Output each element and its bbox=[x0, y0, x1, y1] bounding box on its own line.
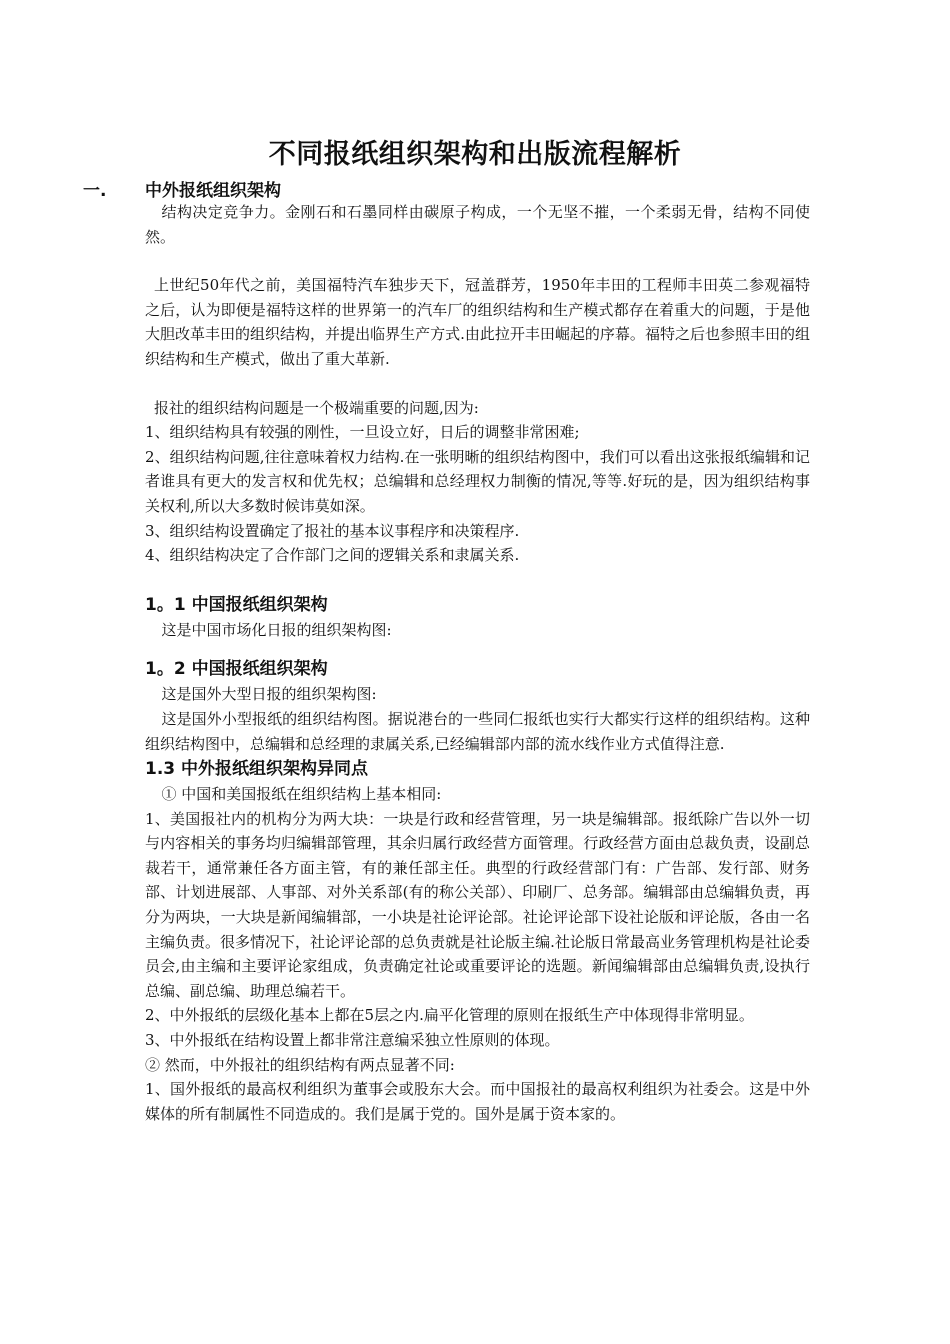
subsection-heading-1-1: 1。1 中国报纸组织架构 bbox=[145, 594, 328, 615]
subsection-text: 这是国外大型日报的组织架构图: bbox=[161, 685, 377, 704]
reason-intro: 报社的组织结构问题是一个极端重要的问题,因为: bbox=[154, 398, 479, 417]
page-title: 不同报纸组织架构和出版流程解析 bbox=[268, 139, 682, 170]
reason-item: 2、组织结构问题,往往意味着权力结构.在一张明晰的组织结构图中，我们可以看出这张报纸编辑和记者谁具有更大的发言权和优先权；总编辑和总经理权力制衡的情况,等等.好玩的是，因为组织结构事关权利,所以大多数时候讳莫如深。 bbox=[145, 447, 810, 515]
reason-item: 3、组织结构设置确定了报社的基本议事程序和决策程序. bbox=[145, 521, 520, 540]
subsection-heading-1-2: 1。2 中国报纸组织架构 bbox=[145, 659, 328, 680]
same-intro: ① 中国和美国报纸在组织结构上基本相同: bbox=[161, 785, 442, 804]
document-body bbox=[145, 200, 810, 1126]
reason-item: 1、组织结构具有较强的刚性，一旦设立好，日后的调整非常困难; bbox=[145, 423, 580, 442]
same-item: 1、美国报社内的机构分为两大块：一块是行政和经营管理，另一块是编辑部。报纸除广告以外一切与内容相关的事务均归编辑部管理，其余归属行政经营方面管理。行政经营方面由总裁负责，设副总裁若干，通常兼任各方面主管，有的兼任部主任。典型的行政经营部门有：广告部、发行部、财务部、计划进展部、人事部、对外关系部(有的称公关部）、印刷厂、总务部。编辑部由总编辑负责，再分为两块，一大块是新闻编辑部，一小块是社论评论部。社论评论部下设社论版和评论版，各由一名主编负责。很多情况下，社论评论部的总负责就是社论版主编.社论版日常最高业务管理机构是社论委员会,由主编和主要评论家组成，负责确定社论或重要评论的选题。新闻编辑部由总编辑负责,设执行总编、副总编、助理总编若干。 bbox=[145, 809, 810, 1000]
history-paragraph: 上世纪50年代之前，美国福特汽车独步天下，冠盖群芳，1950年丰田的工程师丰田英二参观福特之后，认为即便是福特这样的世界第一的汽车厂的组织结构和生产模式都存在着重大的问题，于是他大胆改革丰田的组织结构，并提出临界生产方式.由此拉开丰田崛起的序幕。福特之后也参照丰田的组织结构和生产模式，做出了重大革新. bbox=[145, 276, 810, 368]
section-number: 一. bbox=[83, 181, 107, 201]
intro-paragraph: 结构决定竞争力。金刚石和石墨同样由碳原子构成，一个无坚不摧，一个柔弱无骨，结构不同使然。 bbox=[145, 203, 810, 246]
diff-item: 1、国外报纸的最高权利组织为董事会或股东大会。而中国报社的最高权利组织为社委会。这是中外媒体的所有制属性不同造成的。我们是属于党的。国外是属于资本家的。 bbox=[145, 1080, 810, 1123]
section-heading: 中外报纸组织架构 bbox=[145, 181, 281, 201]
subsection-text: 这是中国市场化日报的组织架构图: bbox=[161, 620, 392, 639]
subsection-text: 这是国外小型报纸的组织结构图。据说港台的一些同仁报纸也实行大都实行这样的组织结构。这种组织结构图中，总编辑和总经理的隶属关系,已经编辑部内部的流水线作业方式值得注意. bbox=[145, 709, 810, 753]
diff-intro: ② 然而，中外报社的组织结构有两点显著不同: bbox=[145, 1055, 455, 1074]
same-item: 2、中外报纸的层级化基本上都在5层之内.扁平化管理的原则在报纸生产中体现得非常明显。 bbox=[145, 1006, 754, 1025]
reason-item: 4、组织结构决定了合作部门之间的逻辑关系和隶属关系. bbox=[145, 546, 520, 565]
same-item: 3、中外报纸在结构设置上都非常注意编采独立性原则的体现。 bbox=[145, 1031, 560, 1050]
subsection-heading-1-3: 1.3 中外报纸组织架构异同点 bbox=[145, 759, 369, 780]
